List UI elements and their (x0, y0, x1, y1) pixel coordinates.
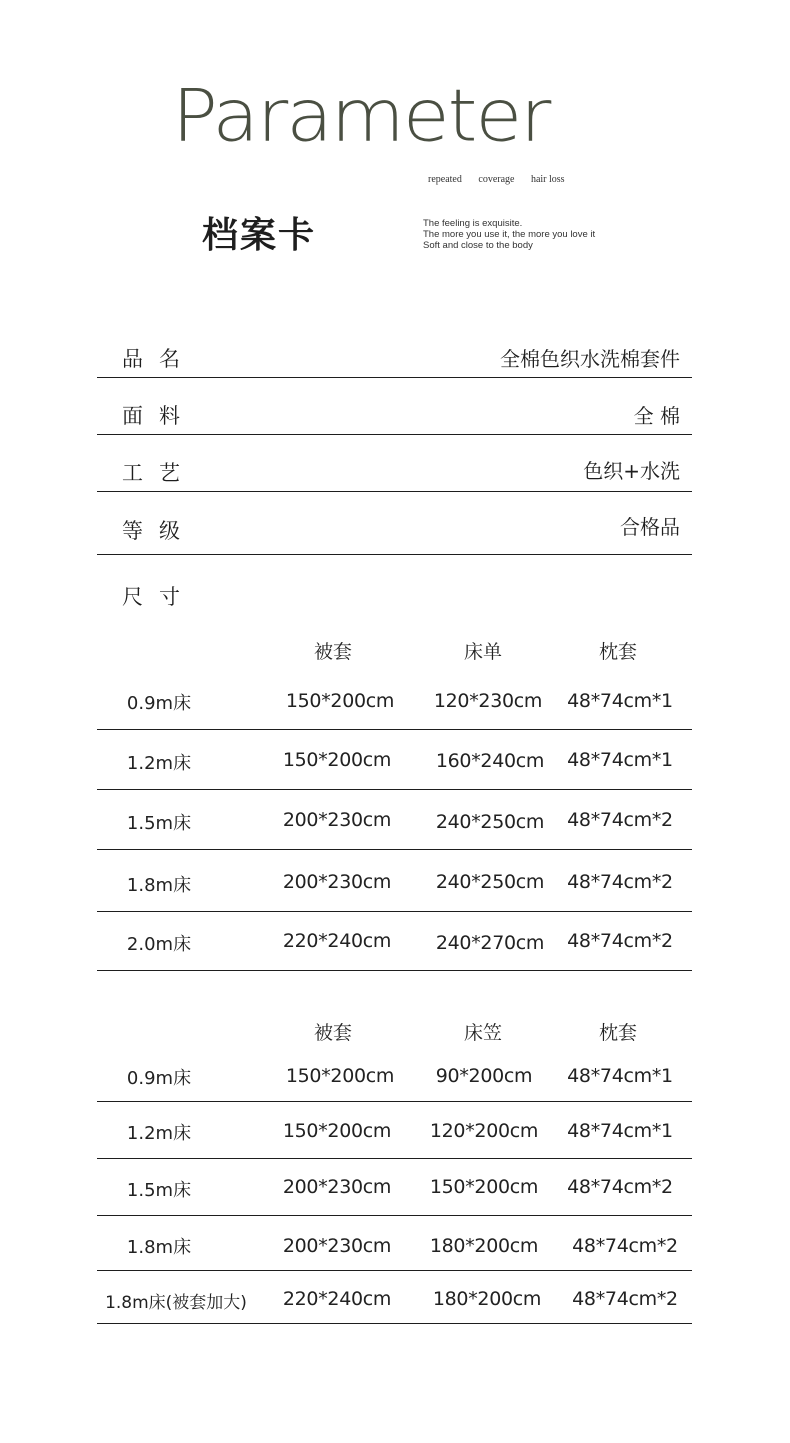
table2-cell: 150*200cm (429, 1176, 539, 1198)
table1-row-size: 2.0m床 (126, 934, 192, 955)
table1-row-size: 0.9m床 (126, 693, 192, 714)
size-label: 尺寸 (122, 585, 196, 609)
table1-cell: 48*74cm*1 (567, 690, 673, 712)
table2-cell: 48*74cm*1 (567, 1120, 673, 1142)
tag-list (428, 174, 579, 185)
table2-header: 枕套 (598, 1022, 637, 1044)
divider (97, 1215, 692, 1216)
spec-value-fabric: 全 棉 (633, 404, 680, 428)
tag-repeated: repeated (428, 174, 462, 185)
table1-row-size: 1.8m床 (126, 875, 192, 896)
table2-row-size: 1.5m床 (126, 1180, 192, 1201)
table1-header: 被套 (313, 641, 352, 663)
table2-cell: 48*74cm*2 (572, 1235, 678, 1257)
divider (97, 1101, 692, 1102)
table1-cell: 48*74cm*2 (567, 871, 673, 893)
spec-value-grade: 合格品 (620, 515, 680, 539)
table2-cell: 150*200cm (285, 1065, 395, 1087)
table2-cell: 90*200cm (435, 1065, 533, 1087)
divider (97, 434, 692, 435)
slogan-line: The more you use it, the more you love it (423, 229, 596, 240)
tag-coverage: coverage (478, 174, 515, 185)
table1-cell: 200*230cm (282, 809, 392, 831)
table2-header: 被套 (313, 1022, 352, 1044)
divider (97, 911, 692, 912)
divider (97, 554, 692, 555)
divider (97, 1158, 692, 1159)
table1-header: 床单 (463, 641, 502, 663)
slogan-line: Soft and close to the body (423, 240, 533, 251)
spec-value-name: 全棉色织水洗棉套件 (500, 347, 680, 371)
table1-row-size: 1.5m床 (126, 813, 192, 834)
table2-row-size: 1.8m床(被套加大) (105, 1293, 247, 1313)
spec-value-craft: 色织+水洗 (583, 459, 680, 483)
table2-cell: 220*240cm (282, 1288, 392, 1310)
tag-hair-loss: hair loss (530, 174, 565, 185)
divider (97, 789, 692, 790)
divider (97, 491, 692, 492)
table2-cell: 200*230cm (282, 1235, 392, 1257)
table2-row-size: 1.8m床 (126, 1237, 192, 1258)
table2-cell: 180*200cm (429, 1235, 539, 1257)
table2-cell: 48*74cm*1 (567, 1065, 673, 1087)
spec-label-name: 品名 (122, 347, 196, 371)
table1-cell: 200*230cm (282, 871, 392, 893)
table2-cell: 200*230cm (282, 1176, 392, 1198)
table1-cell: 220*240cm (282, 930, 392, 952)
divider (97, 1323, 692, 1324)
table1-cell: 48*74cm*2 (567, 930, 673, 952)
table1-header: 枕套 (598, 641, 637, 663)
table2-cell: 150*200cm (282, 1120, 392, 1142)
table1-cell: 160*240cm (435, 750, 545, 772)
table2-header: 床笠 (463, 1022, 502, 1044)
page-title: Parameter (172, 73, 550, 158)
spec-label-craft: 工艺 (122, 461, 196, 485)
table1-cell: 120*230cm (433, 690, 543, 712)
spec-label-grade: 等级 (122, 519, 196, 543)
slogan (423, 218, 595, 251)
table2-row-size: 0.9m床 (126, 1068, 192, 1089)
table1-cell: 240*250cm (435, 811, 545, 833)
table2-cell: 48*74cm*2 (567, 1176, 673, 1198)
table1-cell: 48*74cm*2 (567, 809, 673, 831)
divider (97, 377, 692, 378)
table1-cell: 48*74cm*1 (567, 749, 673, 771)
divider (97, 849, 692, 850)
table1-cell: 240*250cm (435, 871, 545, 893)
table1-cell: 150*200cm (282, 749, 392, 771)
table2-row-size: 1.2m床 (126, 1123, 192, 1144)
table1-cell: 150*200cm (285, 690, 395, 712)
table1-cell: 240*270cm (435, 932, 545, 954)
table1-row-size: 1.2m床 (126, 753, 192, 774)
divider (97, 729, 692, 730)
divider (97, 970, 692, 971)
card-title: 档案卡 (202, 215, 317, 256)
table2-cell: 180*200cm (432, 1288, 542, 1310)
table2-cell: 120*200cm (429, 1120, 539, 1142)
table2-cell: 48*74cm*2 (572, 1288, 678, 1310)
slogan-line: The feeling is exquisite. (423, 218, 523, 229)
spec-label-fabric: 面料 (122, 404, 196, 428)
divider (97, 1270, 692, 1271)
